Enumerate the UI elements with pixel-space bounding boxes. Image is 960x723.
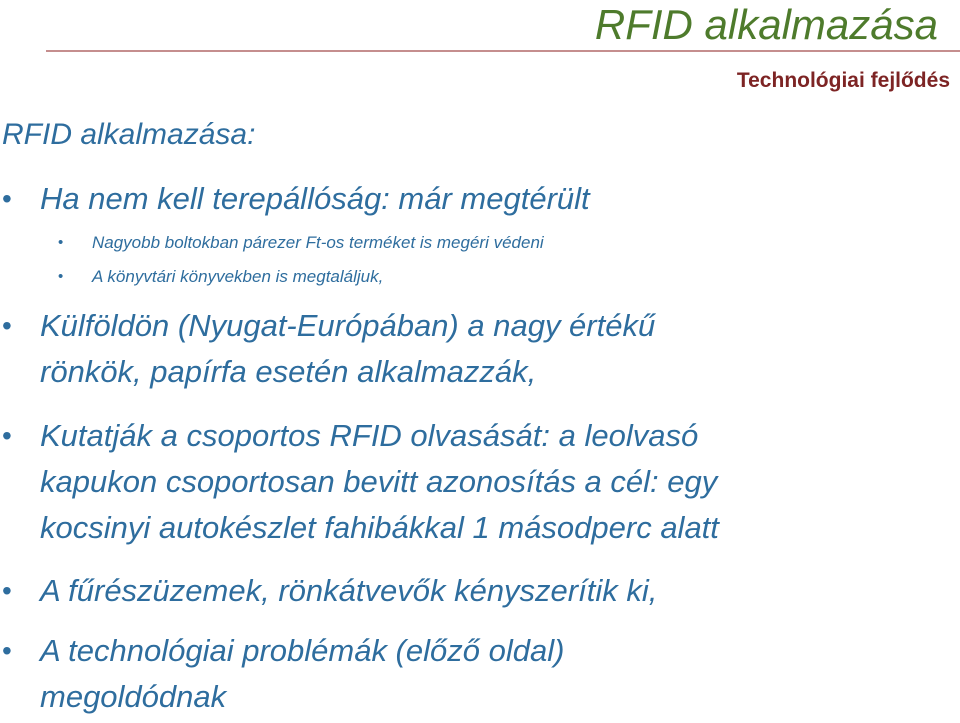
- bullet-item: [2, 176, 590, 222]
- section-heading: RFID alkalmazása:: [2, 118, 256, 151]
- bullet-icon: •: [58, 268, 64, 285]
- bullet-icon: •: [2, 635, 12, 666]
- bullet-icon: •: [2, 420, 12, 451]
- bullet-item: [2, 413, 719, 551]
- bullet-icon: •: [2, 310, 12, 341]
- sub-bullet-item: [58, 260, 384, 294]
- bullet-icon: •: [2, 575, 12, 606]
- slide-subtitle: Technológiai fejlődés: [736, 69, 950, 92]
- bullet-text: A könyvtári könyvekben is megtaláljuk,: [92, 267, 384, 286]
- bullet-text-line: megoldódnak: [40, 679, 227, 714]
- slide-title: RFID alkalmazása: [594, 1, 938, 48]
- bullet-text: Nagyobb boltokban párezer Ft-os terméket is megéri védeni: [92, 233, 544, 252]
- bullet-text-line: kocsinyi autokészlet fahibákkal 1 másodperc alatt: [40, 510, 719, 545]
- bullet-text-line: Kutatják a csoportos RFID olvasását: a leolvasó: [40, 418, 699, 453]
- bullet-text-line: kapukon csoportosan bevitt azonosítás a cél: egy: [40, 464, 718, 499]
- bullet-text: Ha nem kell terepállóság: már megtérült: [40, 181, 590, 216]
- bullet-icon: •: [2, 183, 12, 214]
- bullet-text-line: Külföldön (Nyugat-Európában) a nagy értékű: [40, 308, 656, 343]
- bullet-text-line: rönkök, papírfa esetén alkalmazzák,: [40, 354, 537, 389]
- bullet-text-line: A technológiai problémák (előző oldal): [40, 633, 565, 668]
- bullet-text: A fűrészüzemek, rönkátvevők kényszerítik ki,: [40, 573, 658, 608]
- bullet-item: [2, 568, 658, 614]
- bullet-icon: •: [58, 234, 64, 251]
- sub-bullet-item: [58, 226, 544, 260]
- title-divider: [46, 50, 960, 52]
- bullet-item: [2, 303, 656, 395]
- bullet-item: [2, 628, 565, 720]
